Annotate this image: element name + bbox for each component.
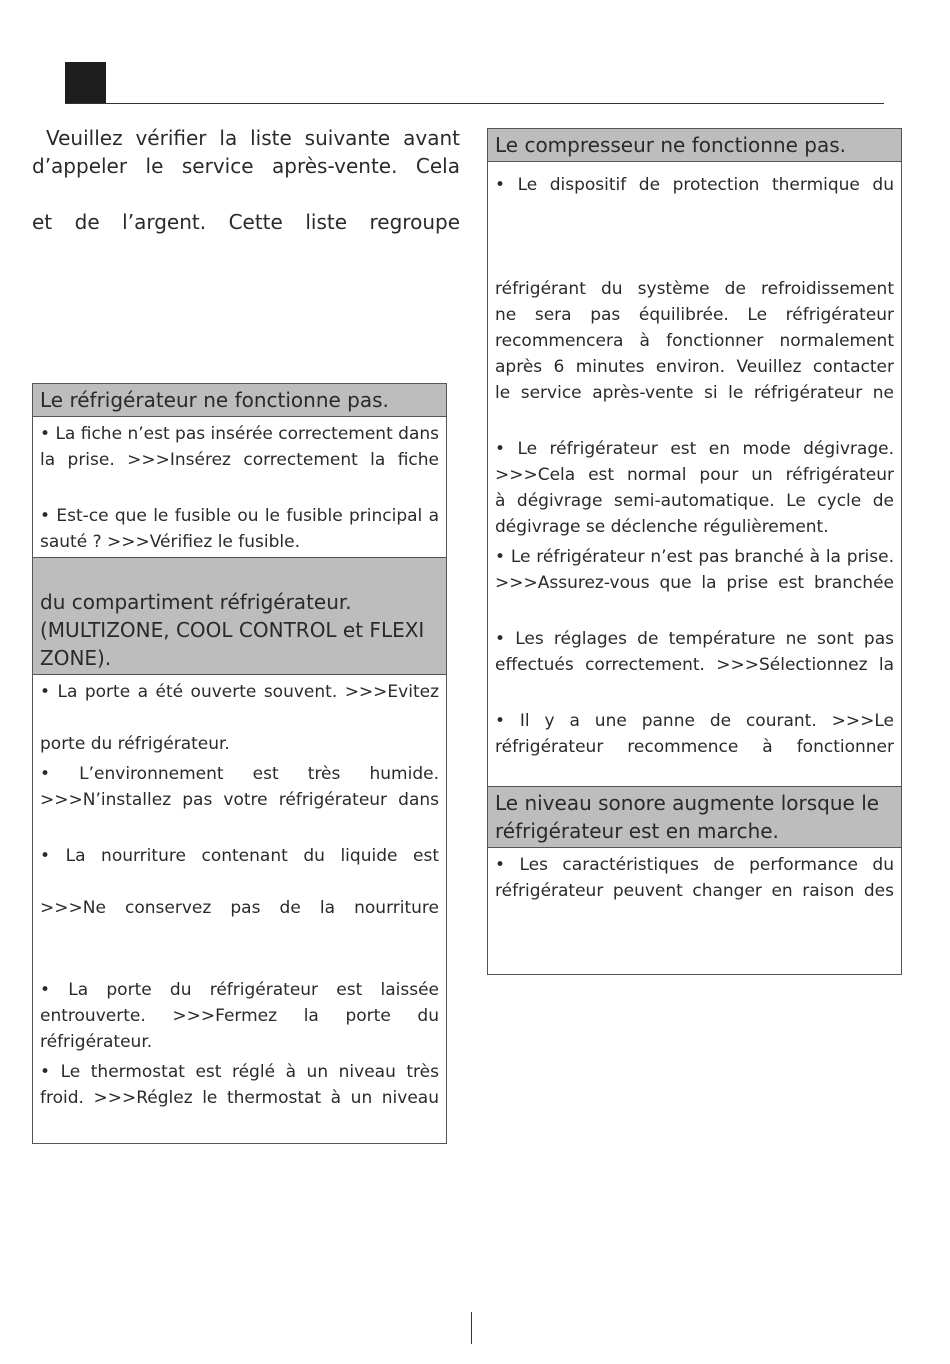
list-item — [488, 162, 901, 432]
item-line: • Est-ce que le fusible ou le fusible principal a — [40, 506, 439, 526]
item-line: • Il y a une panne de courant. >>>Le — [495, 711, 894, 731]
item-line: • Le thermostat est réglé à un niveau très — [40, 1062, 439, 1082]
list-item — [488, 540, 901, 622]
section-title-noise — [488, 787, 901, 848]
item-line: >>>N’installez pas votre réfrigérateur dans — [40, 790, 439, 810]
item-line: le service après-vente si le réfrigérateur ne — [495, 383, 894, 403]
item-line: sauté ? >>>Vérifiez le fusible. — [40, 532, 301, 552]
list-item — [488, 432, 901, 540]
header-rule — [65, 103, 884, 104]
troubleshoot-box-right — [487, 128, 902, 975]
troubleshoot-box-left — [32, 383, 447, 1144]
item-line: • Le dispositif de protection thermique du — [495, 175, 894, 195]
list-item — [33, 417, 446, 499]
item-line: froid. >>>Réglez le thermostat à un niveau — [40, 1088, 439, 1108]
item-line: • Le réfrigérateur est en mode dégivrage. — [495, 439, 894, 459]
title-line: réfrigérateur est en marche. — [495, 819, 779, 843]
intro-line: d’appeler le service après-vente. Cela — [32, 154, 460, 178]
intro-line: Veuillez vérifier la liste suivante avant — [46, 126, 460, 150]
list-item — [33, 973, 446, 1055]
list-item — [33, 675, 446, 757]
intro-line: et de l’argent. Cette liste regroupe — [32, 210, 460, 234]
item-line: entrouverte. >>>Fermez la porte du — [40, 1006, 439, 1026]
item-line: effectués correctement. >>>Sélectionnez la — [495, 655, 894, 675]
list-item — [33, 499, 446, 558]
list-item — [33, 839, 446, 973]
item-line: ne sera pas équilibrée. Le réfrigérateur — [495, 305, 894, 325]
list-item — [488, 622, 901, 704]
section-marker-block — [65, 62, 106, 103]
title-line: Le niveau sonore augmente lorsque le — [495, 791, 880, 815]
section-title-not-working: Le réfrigérateur ne fonctionne pas. — [33, 384, 446, 417]
title-line: (MULTIZONE, COOL CONTROL et FLEXI — [40, 618, 425, 642]
item-line: réfrigérateur. — [40, 1032, 153, 1052]
list-item — [33, 1055, 446, 1111]
item-line: porte du réfrigérateur. — [40, 734, 230, 754]
section-title-compartment — [33, 558, 446, 675]
item-line: • La fiche n’est pas insérée correctement dans — [40, 424, 439, 444]
item-line: • Les réglages de température ne sont pas — [495, 629, 894, 649]
list-item — [33, 757, 446, 839]
item-line: réfrigérant du système de refroidissement — [495, 279, 894, 299]
item-line: >>>Cela est normal pour un réfrigérateur — [495, 465, 894, 485]
list-item — [488, 848, 901, 904]
item-line: • L’environnement est très humide. — [40, 764, 439, 784]
section-title-compressor: Le compresseur ne fonctionne pas. — [488, 129, 901, 162]
item-line: • La porte du réfrigérateur est laissée — [40, 980, 439, 1000]
item-line: • La nourriture contenant du liquide est — [40, 846, 439, 866]
list-item — [488, 704, 901, 787]
item-line: >>>Ne conservez pas de la nourriture — [40, 898, 439, 918]
item-line: après 6 minutes environ. Veuillez contacter — [495, 357, 894, 377]
item-line: réfrigérateur peuvent changer en raison des — [495, 881, 894, 901]
item-line: la prise. >>>Insérez correctement la fiche — [40, 450, 439, 470]
item-line: • La porte a été ouverte souvent. >>>Evitez — [40, 682, 439, 702]
item-line: • Les caractéristiques de performance du — [495, 855, 894, 875]
footer-page-divider — [471, 1312, 472, 1344]
item-line: >>>Assurez-vous que la prise est branchée — [495, 573, 894, 593]
intro-paragraph — [32, 124, 460, 236]
item-line: dégivrage se déclenche régulièrement. — [495, 517, 829, 537]
item-line: réfrigérateur recommence à fonctionner — [495, 737, 894, 757]
item-line: • Le réfrigérateur n’est pas branché à la prise. — [495, 547, 894, 567]
item-line: recommencera à fonctionner normalement — [495, 331, 894, 351]
item-line: à dégivrage semi-automatique. Le cycle de — [495, 491, 894, 511]
title-line: du compartiment réfrigérateur. — [40, 590, 352, 614]
title-line: ZONE). — [40, 646, 112, 670]
